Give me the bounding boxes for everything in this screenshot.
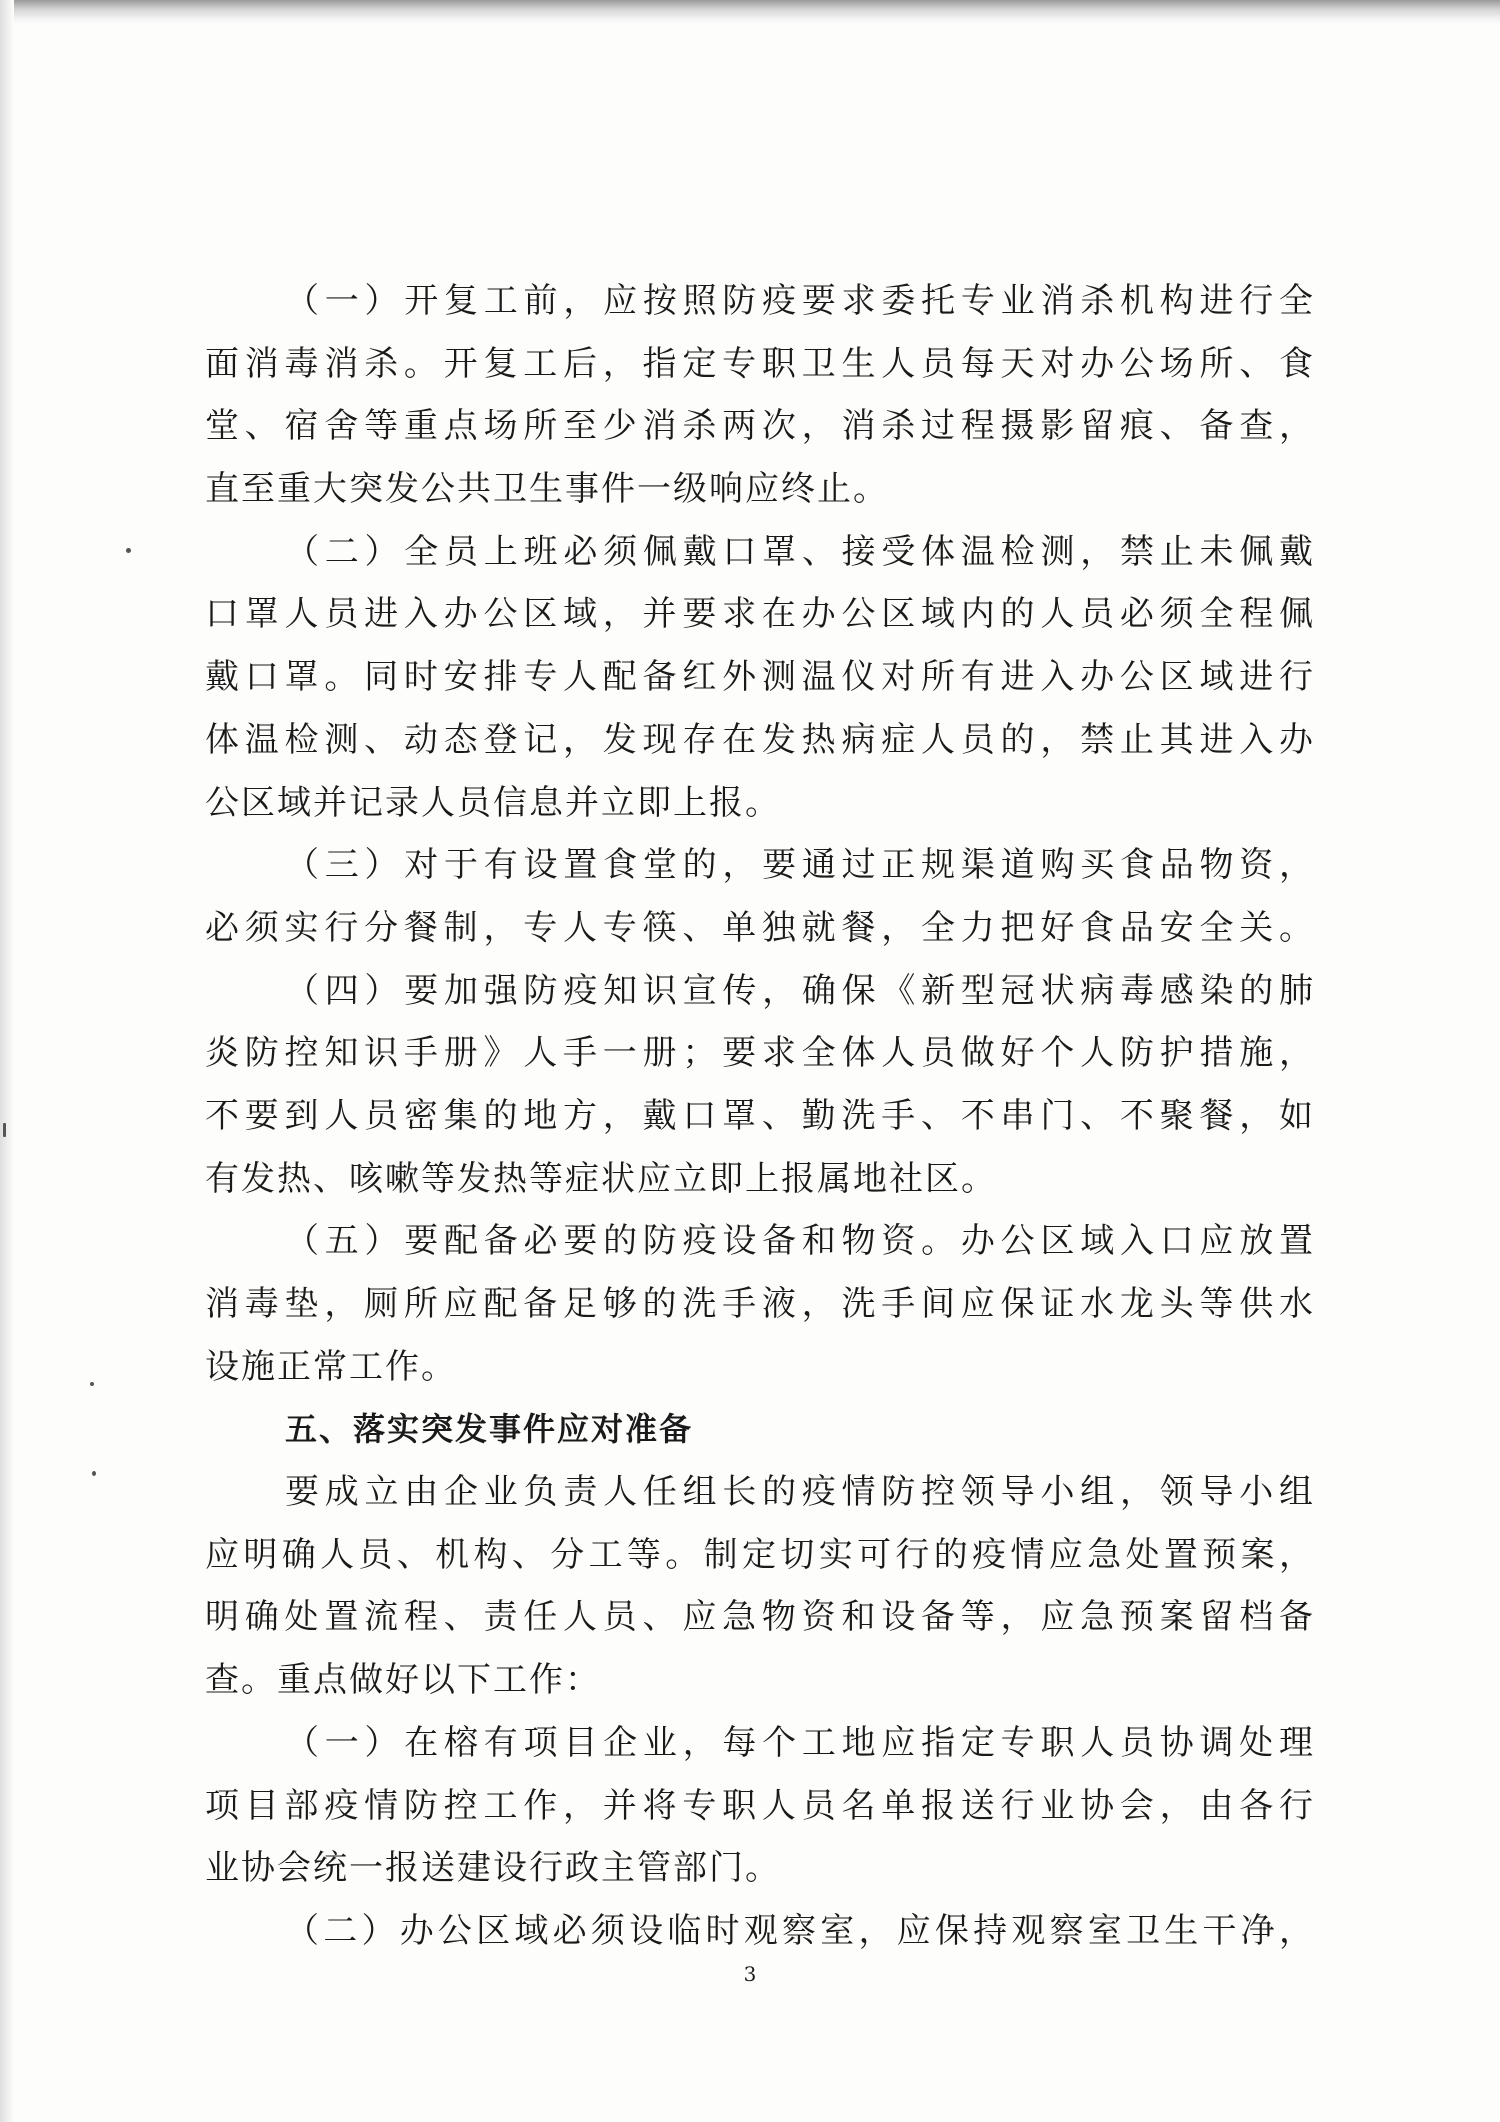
scan-speck — [126, 548, 131, 553]
paragraph-line: 项目部疫情防控工作，并将专职人员名单报送行业协会，由各行 — [205, 1785, 1315, 1826]
paragraph-line: 公区域并记录人员信息并立即上报。 — [205, 782, 781, 823]
scan-speck — [3, 1123, 6, 1137]
paragraph-line: 面消毒消杀。开复工后，指定专职卫生人员每天对办公场所、食 — [205, 343, 1315, 384]
scan-top-edge — [0, 0, 1500, 24]
paragraph-line: 查。重点做好以下工作： — [205, 1660, 601, 1701]
document-body — [205, 270, 1315, 1963]
paragraph-line: 不要到人员密集的地方，戴口罩、勤洗手、不串门、不聚餐，如 — [205, 1095, 1315, 1136]
page-number: 3 — [743, 1962, 757, 1986]
paragraph-line: 设施正常工作。 — [205, 1346, 457, 1387]
paragraph-line: 口罩人员进入办公区域，并要求在办公区域内的人员必须全程佩 — [205, 594, 1315, 635]
paragraph-line: 体温检测、动态登记，发现存在发热病症人员的，禁止其进入办 — [205, 719, 1315, 760]
paragraph-line: 有发热、咳嗽等发热等症状应立即上报属地社区。 — [205, 1158, 997, 1199]
paragraph-line: （一）开复工前，应按照防疫要求委托专业消杀机构进行全 — [285, 281, 1315, 321]
paragraph-line: 消毒垫，厕所应配备足够的洗手液，洗手间应保证水龙头等供水 — [205, 1284, 1315, 1324]
paragraph-line: （二）全员上班必须佩戴口罩、接受体温检测，禁止未佩戴 — [285, 531, 1315, 572]
paragraph-line: 堂、宿舍等重点场所至少消杀两次，消杀过程摄影留痕、备查， — [205, 406, 1315, 447]
paragraph-line: 必须实行分餐制，专人专筷、单独就餐，全力把好食品安全关。 — [205, 907, 1315, 948]
paragraph-line: 要成立由企业负责人任组长的疫情防控领导小组，领导小组 — [285, 1472, 1315, 1513]
paragraph-line: （四）要加强防疫知识宣传，确保《新型冠状病毒感染的肺 — [285, 970, 1315, 1011]
scan-speck — [92, 1471, 96, 1476]
paragraph-line: 戴口罩。同时安排专人配备红外测温仪对所有进入办公区域进行 — [205, 657, 1315, 698]
paragraph-line: 应明确人员、机构、分工等。制定切实可行的疫情应急处置预案， — [205, 1534, 1315, 1575]
paragraph-line: 炎防控知识手册》人手一册；要求全体人员做好个人防护措施， — [205, 1033, 1315, 1074]
paragraph-line: （一）在榕有项目企业，每个工地应指定专职人员协调处理 — [285, 1722, 1315, 1763]
paragraph-line: （三）对于有设置食堂的，要通过正规渠道购买食品物资， — [285, 845, 1315, 886]
paragraph-line: （五）要配备必要的防疫设备和物资。办公区域入口应放置 — [285, 1221, 1315, 1262]
paragraph-line: 直至重大突发公共卫生事件一级响应终止。 — [205, 469, 889, 510]
paragraph-line: 明确处置流程、责任人员、应急物资和设备等，应急预案留档备 — [205, 1597, 1315, 1638]
scan-speck — [90, 1382, 94, 1386]
scan-left-edge — [0, 0, 14, 2122]
section-heading: 五、落实突发事件应对准备 — [285, 1410, 694, 1449]
paragraph-line: 业协会统一报送建设行政主管部门。 — [205, 1848, 781, 1889]
paragraph-line: （二）办公区域必须设临时观察室，应保持观察室卫生干净， — [285, 1910, 1315, 1951]
